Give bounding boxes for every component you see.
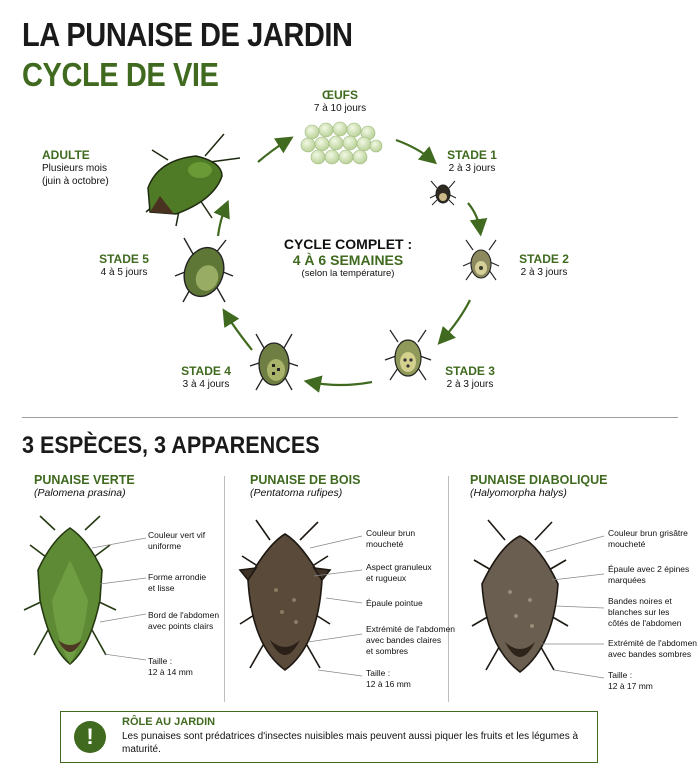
stage4-nymph-image bbox=[250, 334, 298, 390]
species-divider bbox=[224, 476, 225, 702]
callout-line: Forme arrondie bbox=[148, 572, 207, 582]
callout bbox=[366, 562, 432, 584]
stage4-duration: 3 à 4 jours bbox=[182, 379, 230, 390]
eggs-image bbox=[301, 122, 382, 164]
stage1-duration: 2 à 3 jours bbox=[448, 163, 496, 174]
complete-cycle-summary bbox=[258, 236, 438, 279]
callout-line: avec bandes claires bbox=[366, 635, 442, 645]
eggs-label bbox=[300, 88, 380, 115]
callout bbox=[366, 668, 411, 690]
callout-line: blanches sur les bbox=[608, 607, 670, 617]
green-shield-bug-image bbox=[24, 516, 116, 664]
callout-line: et lisse bbox=[148, 583, 175, 593]
callout bbox=[366, 624, 455, 657]
callout-line: uniforme bbox=[148, 541, 182, 551]
stage1-nymph-image bbox=[430, 181, 456, 205]
eggs-duration: 7 à 10 jours bbox=[313, 103, 367, 114]
callout-line: Taille : bbox=[148, 656, 173, 666]
callout bbox=[148, 572, 206, 594]
callout-line: marquées bbox=[608, 575, 646, 585]
stage5-name: STADE 5 bbox=[99, 252, 149, 266]
callout-line: 12 à 14 mm bbox=[148, 667, 193, 677]
callout-line: Extrémité de l'abdomen bbox=[608, 638, 698, 648]
callout-line: Épaule pointue bbox=[366, 598, 423, 608]
stage1-label bbox=[440, 148, 504, 175]
species-forest-header bbox=[250, 473, 360, 499]
garden-role-title: RÔLE AU JARDIN bbox=[122, 716, 216, 728]
stage3-name: STADE 3 bbox=[445, 364, 495, 378]
callout-line: Aspect granuleux bbox=[366, 562, 432, 572]
callout bbox=[366, 528, 415, 550]
arrow-stage4-to-stage5 bbox=[226, 314, 252, 350]
callout bbox=[608, 564, 698, 586]
arrow-stage3-to-stage4 bbox=[310, 382, 372, 385]
callout-line: et rugueux bbox=[366, 573, 407, 583]
garden-role-text: Les punaises sont prédatrices d'insectes nuisibles mais peuvent aussi piquer les fruits et les légumes à maturité. bbox=[122, 731, 579, 755]
arrow-eggs-to-stage1 bbox=[396, 140, 432, 160]
species-latin-name: (Pentatoma rufipes) bbox=[250, 487, 343, 499]
stage4-label bbox=[174, 364, 238, 391]
brown-marmorated-bug-image bbox=[472, 520, 568, 672]
callout-line: Couleur vert vif bbox=[148, 530, 206, 540]
species-name: PUNAISE VERTE bbox=[34, 473, 135, 487]
stage2-name: STADE 2 bbox=[519, 252, 569, 266]
species-green-header bbox=[34, 473, 135, 499]
species-latin-name: (Palomena prasina) bbox=[34, 487, 126, 499]
callout-line: avec bandes sombres bbox=[608, 649, 692, 659]
callout bbox=[148, 610, 219, 632]
stage5-nymph-image bbox=[175, 238, 233, 302]
callout bbox=[608, 638, 698, 660]
stage3-label bbox=[438, 364, 502, 391]
adult-name: ADULTE bbox=[42, 148, 90, 162]
stage3-duration: 2 à 3 jours bbox=[446, 379, 494, 390]
species-latin-name: (Halyomorpha halys) bbox=[470, 487, 567, 499]
page-subtitle: CYCLE DE VIE bbox=[22, 56, 219, 93]
callout-line: Épaule avec 2 épines bbox=[608, 564, 690, 574]
stage3-nymph-image bbox=[385, 330, 431, 380]
forest-bug-image bbox=[240, 520, 330, 670]
species-marmorated-header bbox=[470, 473, 608, 499]
exclamation-icon: ! bbox=[74, 721, 106, 753]
adult-label bbox=[42, 148, 132, 188]
complete-cycle-title: CYCLE COMPLET : bbox=[283, 236, 413, 252]
adult-duration-line2: (juin à octobre) bbox=[42, 176, 109, 187]
stage4-name: STADE 4 bbox=[181, 364, 231, 378]
arrow-stage2-to-stage3 bbox=[442, 300, 470, 340]
callout-line: 12 à 16 mm bbox=[366, 679, 411, 689]
callout-line: moucheté bbox=[366, 539, 404, 549]
callout bbox=[148, 530, 205, 552]
adult-bug-image bbox=[146, 134, 240, 226]
callout-line: Bord de l'abdomen bbox=[148, 610, 220, 620]
eggs-name: ŒUFS bbox=[322, 88, 358, 102]
callout-line: Taille : bbox=[366, 668, 391, 678]
stage5-label bbox=[92, 252, 156, 279]
callout bbox=[608, 670, 698, 692]
callout bbox=[148, 656, 193, 678]
callout-line: avec points clairs bbox=[148, 621, 214, 631]
stage2-label bbox=[512, 252, 576, 279]
callout-line: moucheté bbox=[608, 539, 646, 549]
callout-line: Couleur brun bbox=[366, 528, 416, 538]
arrow-stage5-to-adult bbox=[218, 206, 226, 236]
callout bbox=[608, 596, 698, 629]
section-divider bbox=[22, 417, 678, 418]
callout bbox=[366, 598, 423, 609]
callout-line: Couleur brun grisâtre bbox=[608, 528, 688, 538]
stage5-duration: 4 à 5 jours bbox=[100, 267, 148, 278]
species-section-title: 3 ESPÈCES, 3 APPARENCES bbox=[22, 432, 320, 459]
complete-cycle-note: (selon la température) bbox=[301, 268, 395, 279]
callout-line: 12 à 17 mm bbox=[608, 681, 653, 691]
page-title: LA PUNAISE DE JARDIN bbox=[22, 16, 353, 53]
species-name: PUNAISE DE BOIS bbox=[250, 473, 361, 487]
adult-duration-line1: Plusieurs mois bbox=[42, 163, 108, 174]
callout-line: Extrémité de l'abdomen bbox=[366, 624, 456, 634]
callout-line: côtés de l'abdomen bbox=[608, 618, 682, 628]
arrow-stage1-to-stage2 bbox=[468, 203, 480, 230]
arrow-adult-to-eggs bbox=[258, 140, 288, 162]
callout-line: Taille : bbox=[608, 670, 633, 680]
stage2-nymph-image bbox=[463, 240, 499, 280]
complete-cycle-duration: 4 À 6 SEMAINES bbox=[292, 252, 404, 268]
callout bbox=[608, 528, 698, 550]
stage1-name: STADE 1 bbox=[447, 148, 497, 162]
callout-line: Bandes noires et bbox=[608, 596, 672, 606]
callout-line: et sombres bbox=[366, 646, 409, 656]
species-name: PUNAISE DIABOLIQUE bbox=[470, 473, 608, 487]
stage2-duration: 2 à 3 jours bbox=[520, 267, 568, 278]
species-divider bbox=[448, 476, 449, 702]
